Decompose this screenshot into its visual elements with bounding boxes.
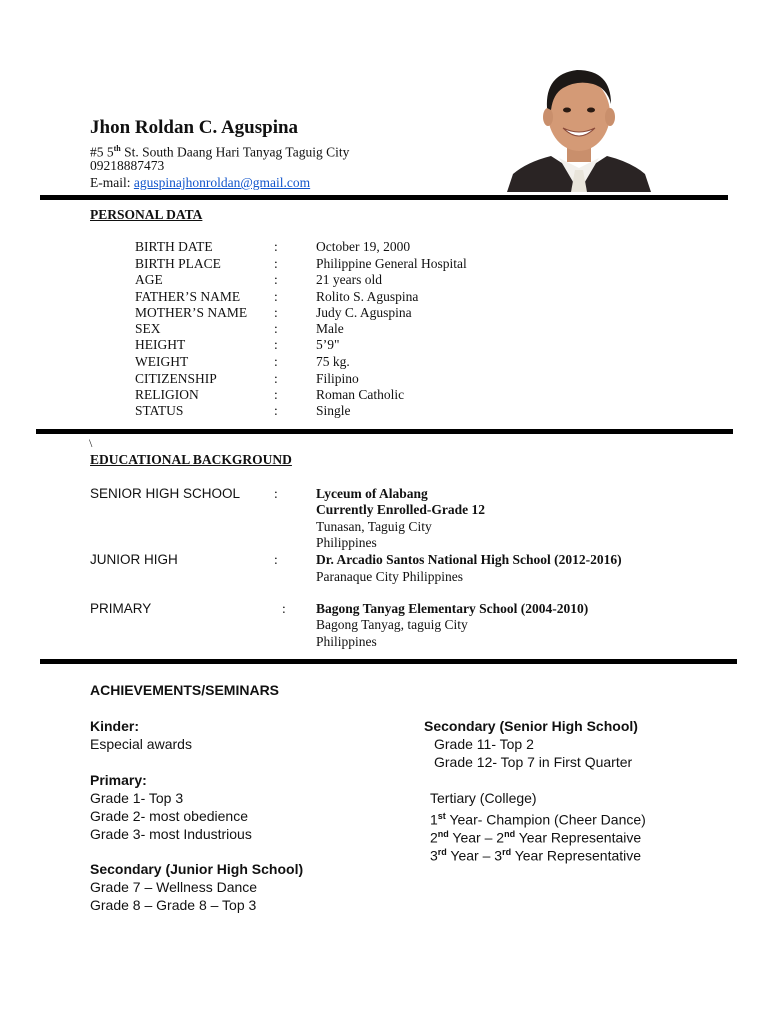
tertiary-item: 1st Year- Champion (Cheer Dance) [430, 811, 646, 828]
personal-row-sex: SEX : Male [135, 321, 344, 336]
header-divider [40, 195, 728, 200]
primary-country: Philippines [316, 634, 377, 649]
senior-high-status: Currently Enrolled-Grade 12 [316, 502, 485, 517]
phone-number: 09218887473 [90, 158, 165, 173]
personal-divider [36, 429, 733, 434]
junior-high-label: JUNIOR HIGH [90, 552, 178, 567]
primary-city: Bagong Tanyag, taguig City [316, 617, 468, 632]
junior-high-location: Paranaque City Philippines [316, 569, 463, 584]
senior-high-label: SENIOR HIGH SCHOOL [90, 486, 241, 501]
jhs-item: Grade 7 – Wellness Dance [90, 879, 258, 895]
achievements-heading: ACHIEVEMENTS/SEMINARS [90, 682, 280, 698]
kinder-heading: Kinder: [90, 718, 139, 734]
primary-label: PRIMARY [90, 601, 152, 616]
shs-item: Grade 12- Top 7 in First Quarter [434, 754, 633, 770]
personal-data-heading: PERSONAL DATA [90, 207, 203, 222]
tertiary-item: 2nd Year – 2nd Year Representaive [430, 829, 642, 846]
shs-heading: Secondary (Senior High School) [424, 718, 638, 734]
tertiary-item: 3rd Year – 3rd Year Representative [430, 847, 642, 864]
profile-photo [507, 62, 651, 192]
kinder-item: Especial awards [90, 736, 192, 752]
personal-row-status: STATUS : Single [135, 403, 351, 418]
personal-row-citizenship: CITIZENSHIP : Filipino [135, 371, 359, 386]
primary-school: Bagong Tanyag Elementary School (2004-2010) [316, 601, 589, 616]
senior-high-colon: : [274, 486, 278, 501]
primary-item: Grade 1- Top 3 [90, 790, 184, 806]
personal-row-age: AGE : 21 years old [135, 272, 382, 287]
applicant-name: Jhon Roldan C. Aguspina [90, 117, 299, 138]
primary-item: Grade 3- most Industrious [90, 826, 252, 842]
personal-row-birth-place: BIRTH PLACE : Philippine General Hospital [135, 256, 467, 271]
junior-high-school: Dr. Arcadio Santos National High School (2012-2016) [316, 552, 622, 567]
education-divider [40, 659, 737, 664]
personal-row-birth-date: BIRTH DATE : October 19, 2000 [135, 239, 411, 254]
jhs-heading: Secondary (Junior High School) [90, 861, 304, 877]
address: #5 5th St. South Daang Hari Tanyag Taguig City [90, 144, 350, 160]
senior-high-school: Lyceum of Alabang [316, 486, 428, 501]
personal-row-height: HEIGHT : 5’9" [135, 337, 340, 352]
stray-mark: \ [89, 436, 93, 450]
jhs-item: Grade 8 – Grade 8 – Top 3 [90, 897, 257, 913]
personal-row-religion: RELIGION : Roman Catholic [135, 387, 405, 402]
personal-row-father: FATHER’S NAME : Rolito S. Aguspina [135, 289, 419, 304]
senior-high-country: Philippines [316, 535, 377, 550]
tertiary-heading: Tertiary (College) [430, 790, 537, 806]
primary-heading: Primary: [90, 772, 147, 788]
personal-row-weight: WEIGHT : 75 kg. [135, 354, 350, 369]
primary-colon: : [282, 601, 286, 616]
email-line: E-mail: aguspinajhonroldan@gmail.com [90, 175, 311, 190]
personal-row-mother: MOTHER’S NAME : Judy C. Aguspina [135, 305, 412, 320]
senior-high-city: Tunasan, Taguig City [316, 519, 432, 534]
primary-item: Grade 2- most obedience [90, 808, 248, 824]
junior-high-colon: : [274, 552, 278, 567]
shs-item: Grade 11- Top 2 [434, 736, 534, 752]
education-heading: EDUCATIONAL BACKGROUND [90, 452, 292, 467]
email-link[interactable]: aguspinajhonroldan@gmail.com [133, 175, 311, 190]
